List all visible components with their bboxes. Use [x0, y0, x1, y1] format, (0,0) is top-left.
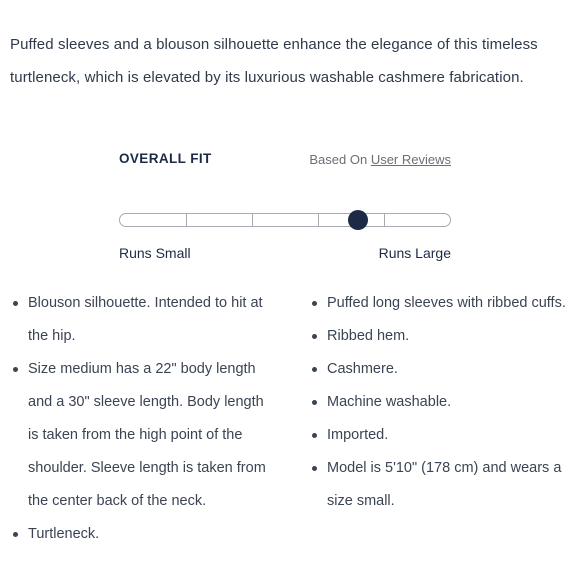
user-reviews-link[interactable]: User Reviews [370, 152, 451, 167]
fit-label-runs-small: Runs Small [119, 245, 191, 261]
overall-fit-title: OVERALL FIT [119, 151, 212, 166]
details-list-left [12, 287, 274, 551]
fit-scale-tick [252, 214, 253, 226]
details-list-right [311, 287, 569, 518]
fit-scale-tick [186, 214, 187, 226]
detail-item: Turtleneck. [12, 518, 274, 551]
fit-scale-marker [348, 210, 368, 230]
detail-item: Ribbed hem. [311, 320, 569, 353]
detail-item: Model is 5'10" (178 cm) and wears a size small. [311, 452, 569, 518]
detail-item: Puffed long sleeves with ribbed cuffs. [311, 287, 569, 320]
detail-item: Imported. [311, 419, 569, 452]
fit-based-on-text: Based On [309, 152, 368, 167]
product-description: Puffed sleeves and a blouson silhouette enhance the elegance of this timeless turtleneck, which is elevated by its luxurious washable cashmere fabrication. [10, 36, 538, 86]
detail-item: Blouson silhouette. Intended to hit at the hip. [12, 287, 274, 353]
fit-based-on [309, 152, 451, 167]
fit-scale-track [119, 213, 451, 227]
fit-scale-tick [384, 214, 385, 226]
fit-scale-tick [318, 214, 319, 226]
detail-item: Machine washable. [311, 386, 569, 419]
fit-label-runs-large: Runs Large [378, 245, 451, 261]
overall-fit-header [119, 151, 451, 171]
detail-item: Cashmere. [311, 353, 569, 386]
detail-item: Size medium has a 22" body length and a 30" sleeve length. Body length is taken from the high point of the shoulder. Sleeve length is taken from the center back of the neck. [12, 353, 274, 518]
